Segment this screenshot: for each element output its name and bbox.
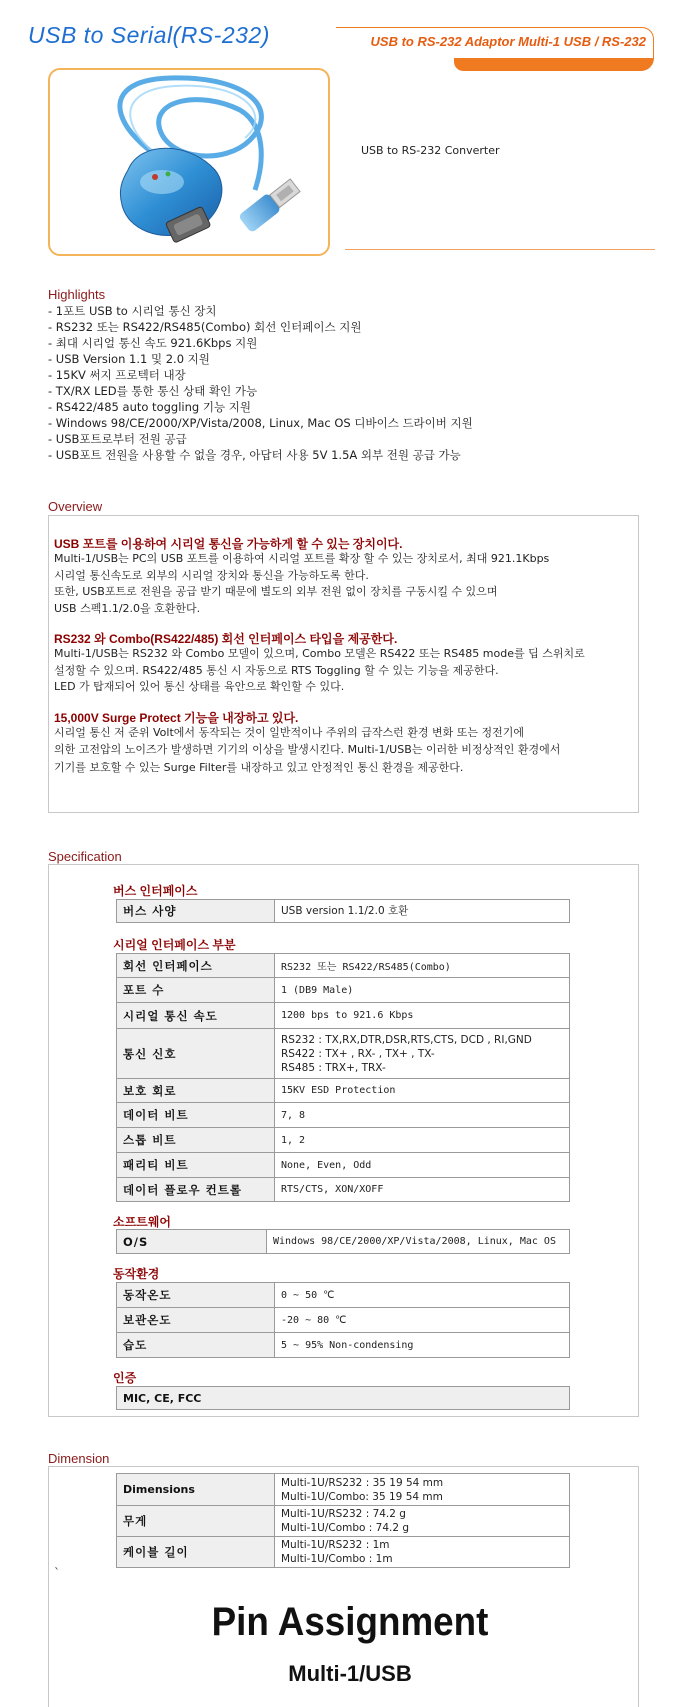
table-row xyxy=(117,1153,570,1178)
overview-box xyxy=(48,515,639,813)
spec-group-title: 동작환경 xyxy=(113,1267,160,1281)
dimension-table xyxy=(116,1473,570,1568)
table-row xyxy=(117,1283,570,1308)
subtitle-text: USB to RS-232 Adaptor Multi-1 USB / RS-232 xyxy=(370,34,646,49)
spec-group-title: 시리얼 인터페이스 부분 xyxy=(113,938,236,952)
product-photo xyxy=(48,68,330,256)
overview-paragraph xyxy=(54,725,560,777)
table-row xyxy=(117,1537,570,1568)
spec-value: None, Even, Odd xyxy=(275,1153,570,1178)
overview-line: 의한 고전압의 노이즈가 발생하면 기기의 이상을 발생시킨다. Multi-1/USB는 이러한 비정상적인 환경에서 xyxy=(54,742,561,756)
overview-line: Multi-1/USB는 RS232 와 Combo 모델이 있으며, Combo 모델은 RS422 또는 RS485 mode를 딥 스위치로 xyxy=(54,647,585,660)
highlight-item: - 최대 시리얼 통신 속도 921.6Kbps 지원 xyxy=(48,336,258,350)
dimension-value xyxy=(275,1474,570,1506)
spec-key: 데이터 비트 xyxy=(117,1103,275,1128)
overview-line: 또한, USB포트로 전원을 공급 받기 때문에 별도의 외부 전원 없이 장치를 구동시킬 수 있으며 xyxy=(54,585,498,598)
signal-line: RS485 : TRX+, TRX- xyxy=(281,1061,386,1074)
certification-value: MIC, CE, FCC xyxy=(117,1387,570,1410)
dimension-key: 무게 xyxy=(117,1506,275,1537)
overview-heading: USB 포트를 이용하여 시리얼 통신을 가능하게 할 수 있는 장치이다. xyxy=(54,537,403,551)
dimension-key: 케이블 길이 xyxy=(117,1537,275,1568)
spec-value: Windows 98/CE/2000/XP/Vista/2008, Linux, Mac OS xyxy=(267,1230,570,1254)
highlights-list xyxy=(48,303,473,463)
dimension-line: Multi-1U/RS232 : 35 19 54 mm xyxy=(281,1476,444,1489)
spec-key: 포트 수 xyxy=(117,978,275,1003)
spec-value: 5 ~ 95% Non-condensing xyxy=(275,1333,570,1358)
overview-line: 시리얼 통신 저 준위 Volt에서 동작되는 것이 일반적이나 주위의 급작스런 환경 변화 또는 정전기에 xyxy=(54,726,525,739)
highlight-item: - 1포트 USB to 시리얼 통신 장치 xyxy=(48,304,217,318)
signal-line: RS232 : TX,RX,DTR,DSR,RTS,CTS, DCD , RI,GND xyxy=(281,1033,532,1046)
spec-key: 습도 xyxy=(117,1333,275,1358)
environment-spec-table xyxy=(116,1282,570,1358)
spec-value xyxy=(275,1029,570,1079)
table-row xyxy=(117,1474,570,1506)
table-row xyxy=(117,978,570,1003)
table-row xyxy=(117,1029,570,1079)
table-row xyxy=(117,900,570,923)
spec-key: 보관온도 xyxy=(117,1308,275,1333)
spec-key: 스톱 비트 xyxy=(117,1128,275,1153)
usb-serial-adapter-image xyxy=(50,70,328,254)
dimension-key: Dimensions xyxy=(117,1474,275,1506)
serial-spec-table xyxy=(116,953,570,1202)
spec-value: 15KV ESD Protection xyxy=(275,1079,570,1103)
spec-value: 7, 8 xyxy=(275,1103,570,1128)
signal-line: RS422 : TX+ , RX- , TX+ , TX- xyxy=(281,1047,435,1060)
spec-value: -20 ~ 80 ℃ xyxy=(275,1308,570,1333)
highlight-item: - USB포트 전원을 사용할 수 없을 경우, 아답터 사용 5V 1.5A 외부 전원 공급 가능 xyxy=(48,448,461,462)
highlight-item: - Windows 98/CE/2000/XP/Vista/2008, Linux, Mac OS 디바이스 드라이버 지원 xyxy=(48,416,473,430)
spec-key: 동작온도 xyxy=(117,1283,275,1308)
dimension-line: Multi-1U/Combo : 74.2 g xyxy=(281,1522,410,1534)
spec-group-title: 소프트웨어 xyxy=(113,1215,171,1229)
overview-title: Overview xyxy=(48,499,103,514)
table-row xyxy=(117,1230,570,1254)
tick-mark: ` xyxy=(54,1566,60,1580)
subtitle-banner xyxy=(336,27,654,71)
page-title: USB to Serial(RS-232) xyxy=(28,22,270,48)
table-row xyxy=(117,1003,570,1029)
spec-value: RS232 또는 RS422/RS485(Combo) xyxy=(275,954,570,978)
table-row xyxy=(117,1506,570,1537)
pin-assignment-model: Multi-1/USB xyxy=(288,1661,412,1686)
overview-line: 시리얼 통신속도로 외부의 시리얼 장치와 통신을 가능하도록 한다. xyxy=(54,568,369,582)
table-row xyxy=(117,954,570,978)
overview-line: 기기를 보호할 수 있는 Surge Filter를 내장하고 있고 안정적인 통신 환경을 제공한다. xyxy=(54,761,464,774)
spec-key: 시리얼 통신 속도 xyxy=(117,1003,275,1029)
converter-label: USB to RS-232 Converter xyxy=(361,144,500,157)
bus-spec-table xyxy=(116,899,570,923)
spec-key: 보호 회로 xyxy=(117,1079,275,1103)
spec-key: 회선 인터페이스 xyxy=(117,954,275,978)
software-spec-table xyxy=(116,1229,570,1254)
overview-line: Multi-1/USB는 PC의 USB 포트를 이용하여 시리얼 포트를 확장 할 수 있는 장치로서, 최대 921.1Kbps xyxy=(54,552,550,565)
highlight-item: - TX/RX LED를 통한 통신 상태 확인 가능 xyxy=(48,384,258,398)
overview-line: LED 가 탑재되어 있어 통신 상태를 육안으로 확인할 수 있다. xyxy=(54,680,345,693)
overview-paragraph xyxy=(54,646,585,696)
spec-value: 1 (DB9 Male) xyxy=(275,978,570,1003)
spec-value: 1, 2 xyxy=(275,1128,570,1153)
certification-spec-table xyxy=(116,1386,570,1410)
overview-line: USB 스펙1.1/2.0을 호환한다. xyxy=(54,601,201,615)
dimension-line: Multi-1U/RS232 : 74.2 g xyxy=(281,1508,406,1520)
spec-value: 1200 bps to 921.6 Kbps xyxy=(275,1003,570,1029)
table-row xyxy=(117,1178,570,1202)
highlight-item: - USB Version 1.1 및 2.0 지원 xyxy=(48,352,210,366)
spec-value: RTS/CTS, XON/XOFF xyxy=(275,1178,570,1202)
spec-value: USB version 1.1/2.0 호환 xyxy=(275,900,570,923)
spec-group-title: 버스 인터페이스 xyxy=(113,884,198,898)
overview-heading: 15,000V Surge Protect 기능을 내장하고 있다. xyxy=(54,711,299,725)
spec-key: 통신 신호 xyxy=(117,1029,275,1079)
table-row xyxy=(117,1128,570,1153)
overview-heading: RS232 와 Combo(RS422/485) 회선 인터페이스 타입을 제공한다. xyxy=(54,632,398,646)
table-row xyxy=(117,1333,570,1358)
table-row xyxy=(117,1308,570,1333)
overview-line: 설정할 수 있으며. RS422/485 통신 시 자동으로 RTS Toggling 할 수 있는 기능을 제공한다. xyxy=(54,663,499,677)
highlight-item: - USB포트로부터 전원 공급 xyxy=(48,432,187,446)
spec-key: 데이터 플로우 컨트롤 xyxy=(117,1178,275,1202)
dimension-line: Multi-1U/Combo : 1m xyxy=(281,1553,393,1565)
subtitle-orange-bar xyxy=(454,58,654,71)
dimension-value xyxy=(275,1506,570,1537)
table-row xyxy=(117,1387,570,1410)
spec-key: 패리티 비트 xyxy=(117,1153,275,1178)
specification-title: Specification xyxy=(48,849,122,864)
dimension-value xyxy=(275,1537,570,1568)
table-row xyxy=(117,1103,570,1128)
table-row xyxy=(117,1079,570,1103)
pin-assignment-title: Pin Assignment xyxy=(211,1600,489,1644)
highlights-title: Highlights xyxy=(48,287,106,302)
highlight-item: - 15KV 써지 프로텍터 내장 xyxy=(48,368,186,382)
header-divider xyxy=(345,249,655,250)
dimension-line: Multi-1U/Combo: 35 19 54 mm xyxy=(281,1490,443,1503)
dimension-line: Multi-1U/RS232 : 1m xyxy=(281,1539,390,1551)
highlight-item: - RS422/485 auto toggling 기능 지원 xyxy=(48,400,251,414)
highlight-item: - RS232 또는 RS422/RS485(Combo) 회선 인터페이스 지원 xyxy=(48,320,362,334)
spec-group-title: 인증 xyxy=(113,1371,137,1385)
dimension-title: Dimension xyxy=(48,1451,110,1466)
spec-value: 0 ~ 50 ℃ xyxy=(275,1283,570,1308)
overview-paragraph xyxy=(54,551,549,617)
spec-key: 버스 사양 xyxy=(117,900,275,923)
spec-key: O/S xyxy=(117,1230,267,1254)
